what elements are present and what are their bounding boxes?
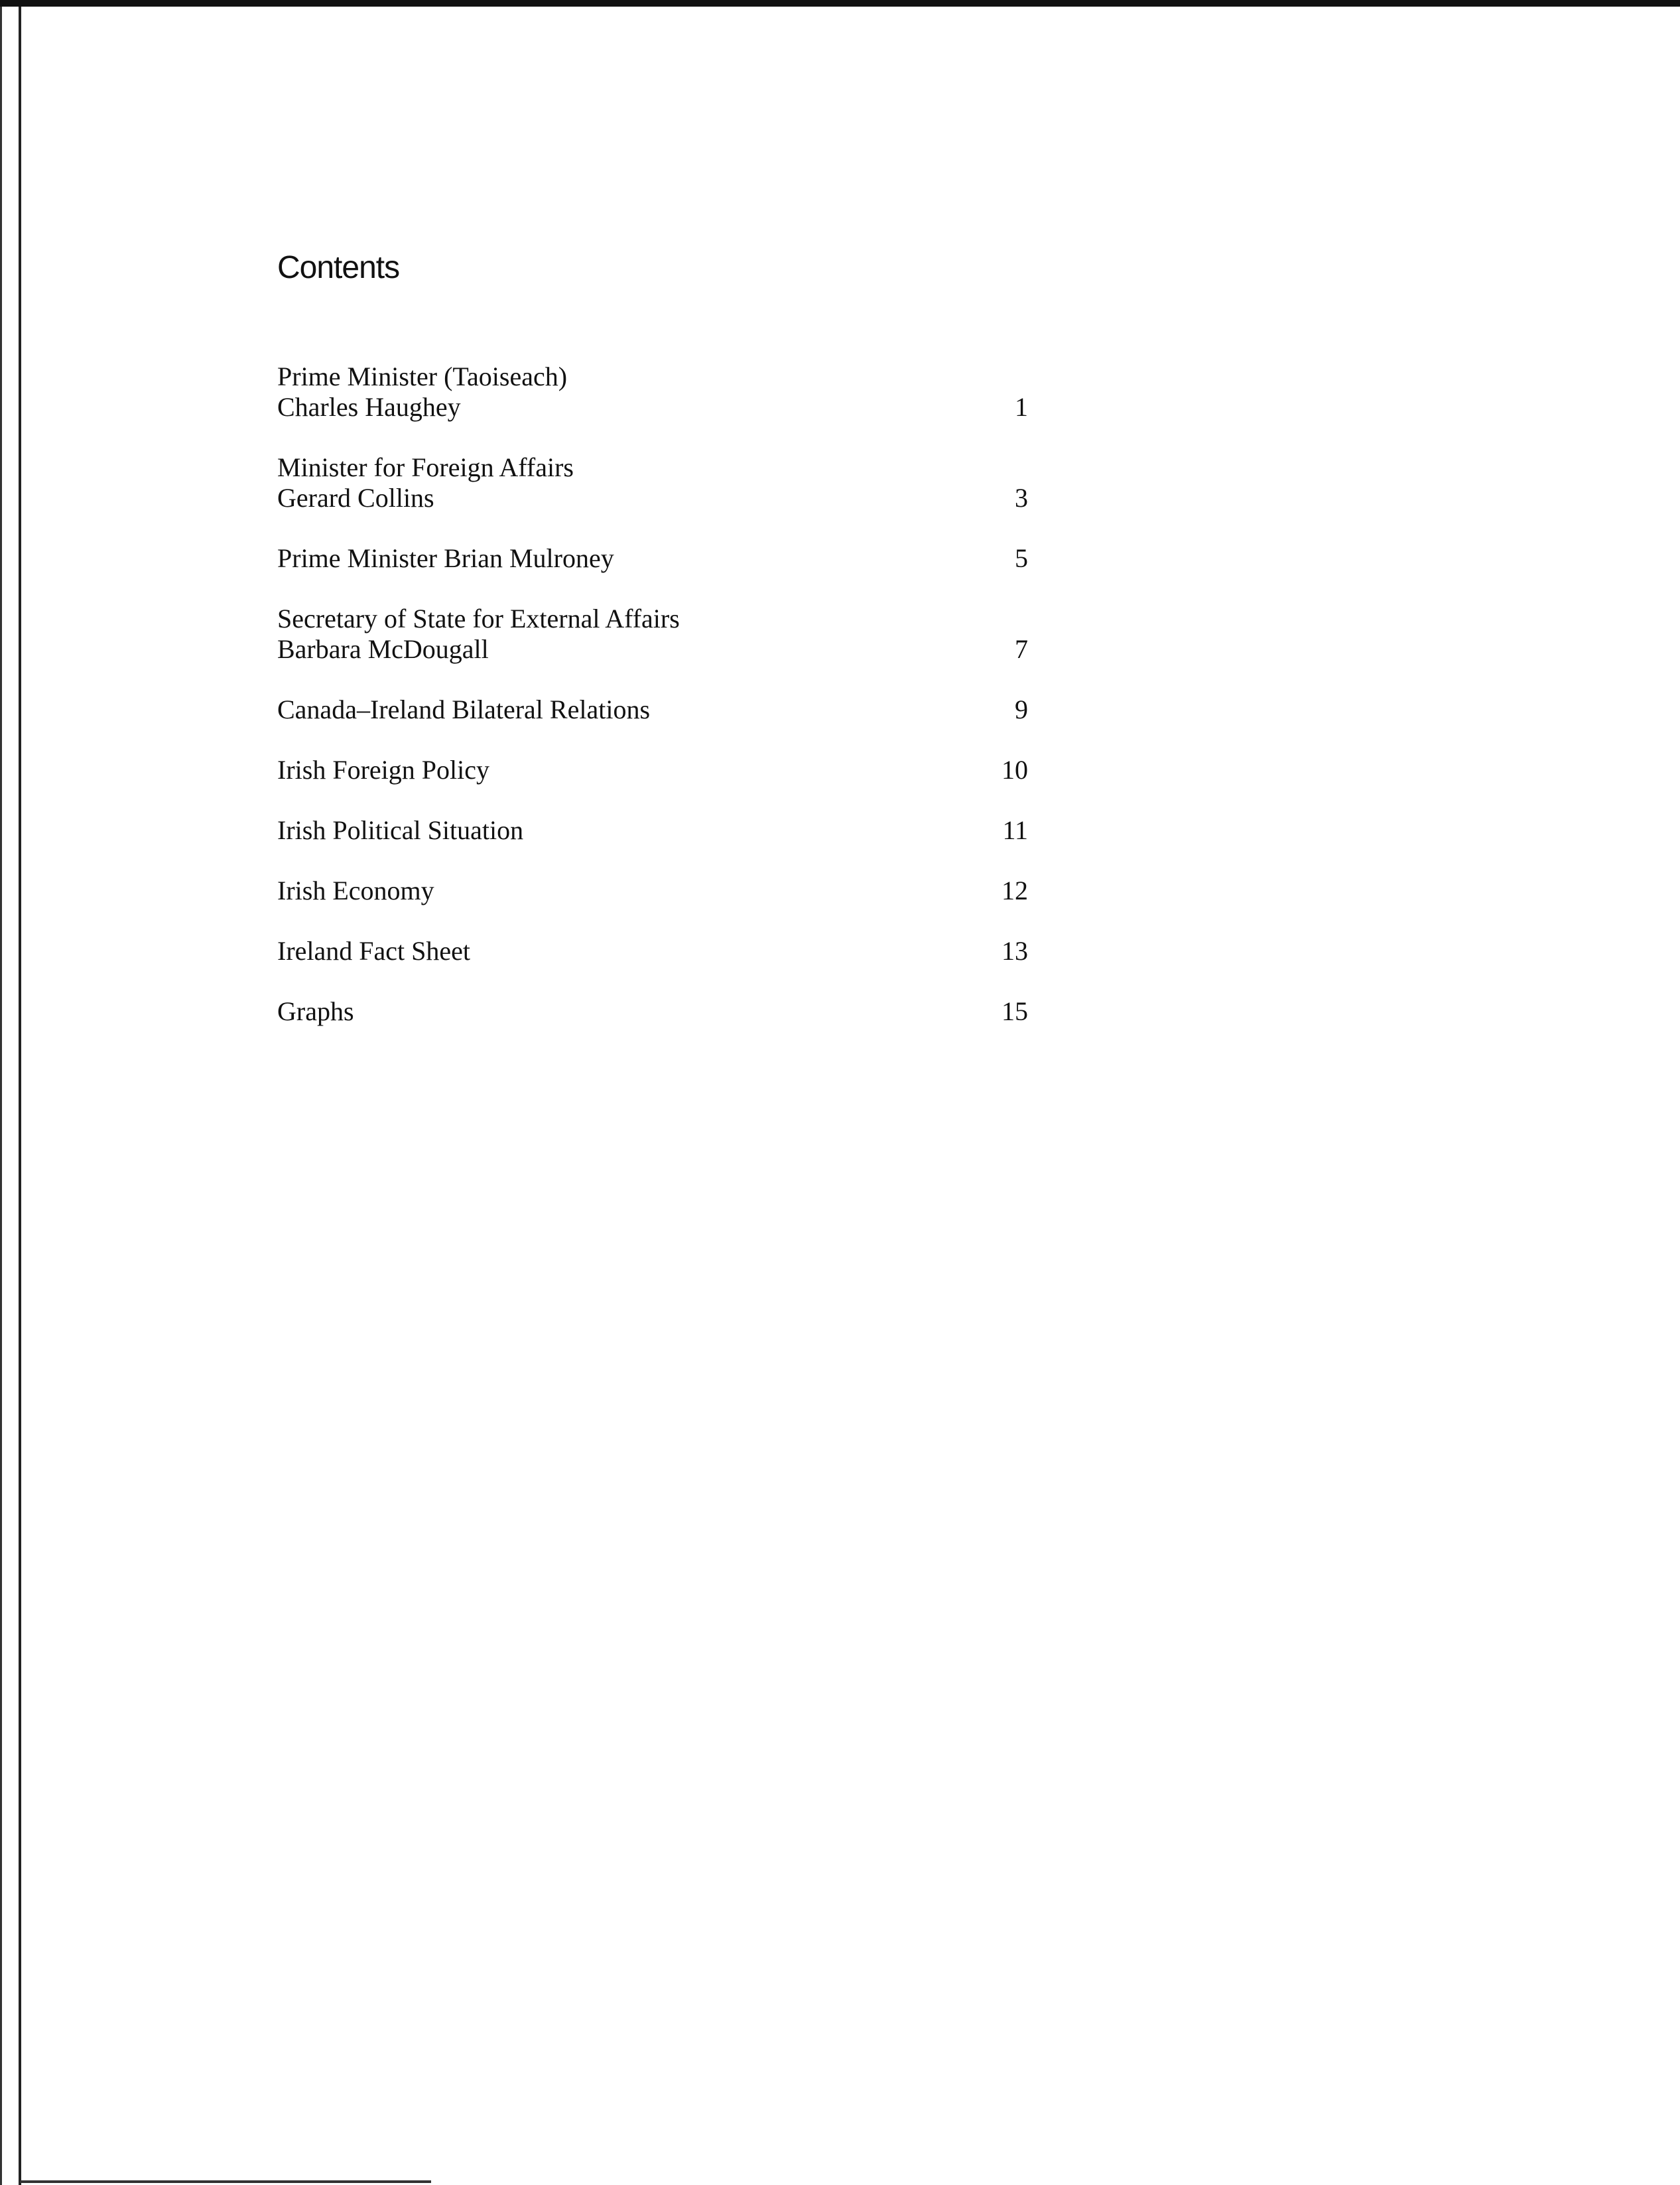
toc-entry [277,755,1028,785]
toc-entry [277,815,1028,846]
toc-entry-line: Canada–Ireland Bilateral Relations [277,695,651,724]
toc-entry [277,543,1028,574]
toc-entry-page: 9 [1015,695,1028,724]
toc-entry-line: Graphs [277,996,354,1026]
toc-entry-title [277,996,962,1027]
page-edge-left [19,7,21,2185]
toc-entry-line: Irish Political Situation [277,815,524,845]
toc-entry [277,996,1028,1027]
toc-entry-page: 7 [1015,634,1028,664]
toc-entry-line: Gerard Collins [277,483,434,513]
toc-entry-title [277,604,962,665]
toc-entry-line: Irish Foreign Policy [277,755,489,785]
toc-entry-line: Charles Haughey [277,392,461,422]
table-of-contents [277,362,1028,1027]
toc-entry-title [277,543,962,574]
toc-entry-line: Ireland Fact Sheet [277,936,470,966]
toc-entry-page: 3 [1015,483,1028,513]
toc-entry [277,452,1028,513]
page-edge-left-outer [0,7,2,2185]
toc-entry-line: Secretary of State for External Affairs [277,604,680,633]
toc-entry [277,936,1028,966]
toc-entry-page: 10 [1002,755,1028,785]
toc-entry-title [277,755,962,785]
toc-entry-title [277,876,962,906]
toc-entry-title [277,452,962,513]
toc-entry-title [277,936,962,966]
toc-entry-line: Barbara McDougall [277,634,489,664]
toc-entry-line: Prime Minister Brian Mulroney [277,543,614,573]
toc-entry-page: 5 [1015,543,1028,573]
toc-entry [277,695,1028,725]
toc-entry-title [277,362,962,423]
page-edge-top [0,0,1680,7]
toc-entry-line: Prime Minister (Taoiseach) [277,362,568,391]
toc-entry-page: 11 [1002,815,1028,845]
toc-entry-page: 15 [1002,996,1028,1026]
toc-entry-line: Minister for Foreign Affairs [277,452,574,482]
toc-entry-line: Irish Economy [277,876,434,905]
toc-entry-title [277,815,962,846]
page-title: Contents [277,250,400,285]
toc-entry-page: 12 [1002,876,1028,905]
page-edge-bottom [20,2180,431,2183]
toc-entry-page: 1 [1015,392,1028,422]
toc-entry-page: 13 [1002,936,1028,966]
toc-entry [277,362,1028,423]
toc-entry [277,876,1028,906]
toc-entry [277,604,1028,665]
toc-entry-title [277,695,962,725]
